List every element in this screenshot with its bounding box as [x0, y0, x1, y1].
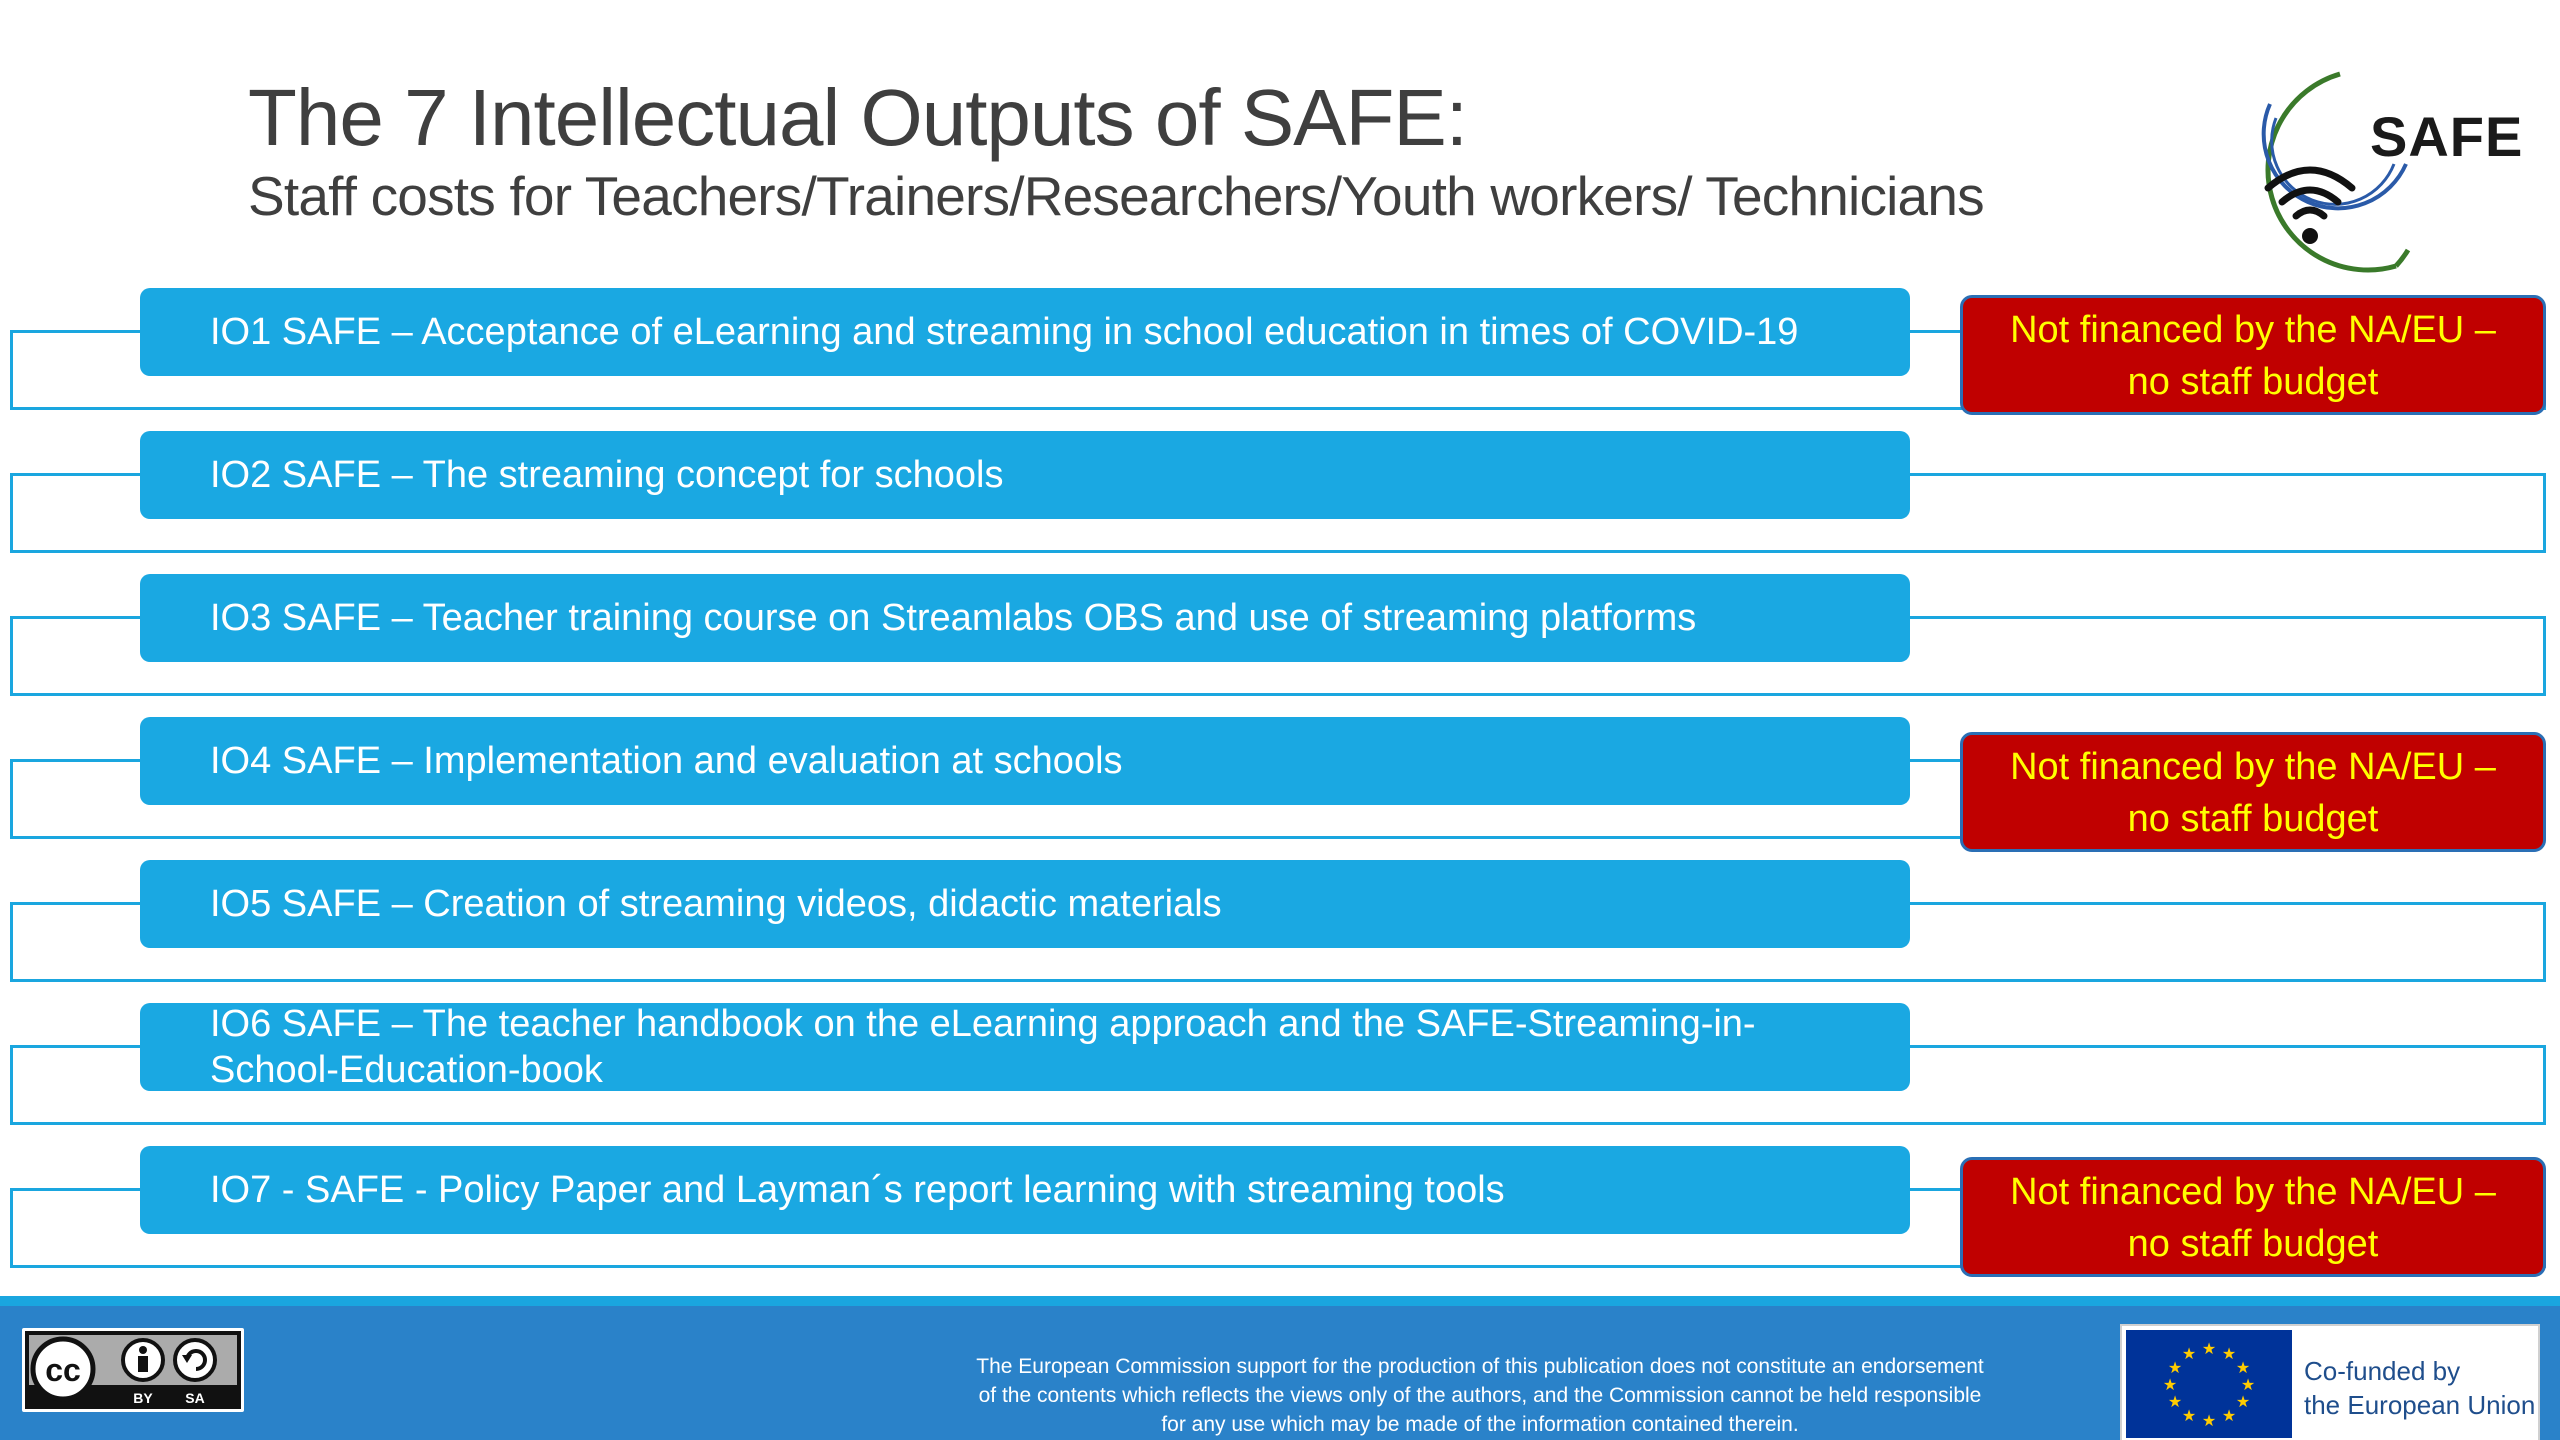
disclaimer-line-1: The European Commission support for the production of this publication does not constitute an endorsement: [976, 1355, 1984, 1378]
cc-by-sa-icon: [25, 1331, 241, 1409]
io2-box: IO2 SAFE – The streaming concept for schools: [140, 431, 1910, 519]
disclaimer-line-3: for any use which may be made of the information contained therein.: [1161, 1413, 1799, 1436]
eu-flag-icon: [2126, 1330, 2292, 1438]
io3-box: IO3 SAFE – Teacher training course on Streamlabs OBS and use of streaming platforms: [140, 574, 1910, 662]
io5-box: IO5 SAFE – Creation of streaming videos, didactic materials: [140, 860, 1910, 948]
svg-text:★: ★: [2201, 1411, 2217, 1430]
svg-text:★: ★: [2167, 1392, 2183, 1411]
page-subtitle: Staff costs for Teachers/Trainers/Researchers/Youth workers/ Technicians: [248, 165, 1984, 227]
warning-line-2: no staff budget: [2127, 1223, 2379, 1265]
eu-stars-icon: [2126, 1330, 2292, 1438]
disclaimer-line-2: of the contents which reflects the views only of the authors, and the Commission cannot be held responsible: [978, 1384, 1982, 1407]
svg-text:★: ★: [2235, 1392, 2251, 1411]
not-financed-badge-io4: [1960, 732, 2546, 852]
svg-text:★: ★: [2240, 1375, 2256, 1394]
warning-line-1: Not financed by the NA/EU –: [2010, 746, 2496, 788]
io4-box: IO4 SAFE – Implementation and evaluation at schools: [140, 717, 1910, 805]
page-title: The 7 Intellectual Outputs of SAFE:: [248, 73, 1467, 162]
io6-box: IO6 SAFE – The teacher handbook on the eLearning approach and the SAFE-Streaming-in-School-Education-book: [140, 1003, 1910, 1091]
not-financed-badge-io1: [1960, 295, 2546, 415]
logo-ring-green-inner: [2396, 250, 2408, 266]
warning-line-2: no staff budget: [2127, 798, 2379, 840]
io7-box: IO7 - SAFE - Policy Paper and Layman´s report learning with streaming tools: [140, 1146, 1910, 1234]
svg-text:★: ★: [2181, 1344, 2197, 1363]
svg-text:cc: cc: [45, 1352, 81, 1388]
svg-text:★: ★: [2201, 1339, 2217, 1358]
warning-line-1: Not financed by the NA/EU –: [2010, 1171, 2496, 1213]
eu-cofunded-badge: [2120, 1324, 2540, 1440]
svg-text:★: ★: [2162, 1375, 2178, 1394]
eu-line-1: Co-funded by: [2304, 1356, 2461, 1386]
cc-license-badge: [22, 1328, 244, 1412]
cc-by-label: BY: [133, 1390, 153, 1406]
svg-text:★: ★: [2167, 1358, 2183, 1377]
wifi-arc-inner: [2296, 210, 2324, 216]
svg-text:★: ★: [2221, 1344, 2237, 1363]
cc-sa-label: SA: [185, 1390, 205, 1406]
io1-box: IO1 SAFE – Acceptance of eLearning and streaming in school education in times of COVID-19: [140, 288, 1910, 376]
svg-text:★: ★: [2181, 1406, 2197, 1425]
not-financed-badge-io7: [1960, 1157, 2546, 1277]
wifi-dot: [2302, 228, 2318, 244]
eu-cofunded-text: [2304, 1354, 2535, 1422]
eu-line-2: the European Union: [2304, 1390, 2536, 1420]
svg-text:★: ★: [2221, 1406, 2237, 1425]
safe-logo: [2140, 60, 2520, 300]
svg-text:★: ★: [2235, 1358, 2251, 1377]
eu-disclaimer: [880, 1352, 2080, 1439]
warning-line-2: no staff budget: [2127, 361, 2379, 403]
footer-bar: [0, 1296, 2560, 1440]
logo-wordmark: SAFE: [2370, 105, 2524, 168]
warning-line-1: Not financed by the NA/EU –: [2010, 309, 2496, 351]
